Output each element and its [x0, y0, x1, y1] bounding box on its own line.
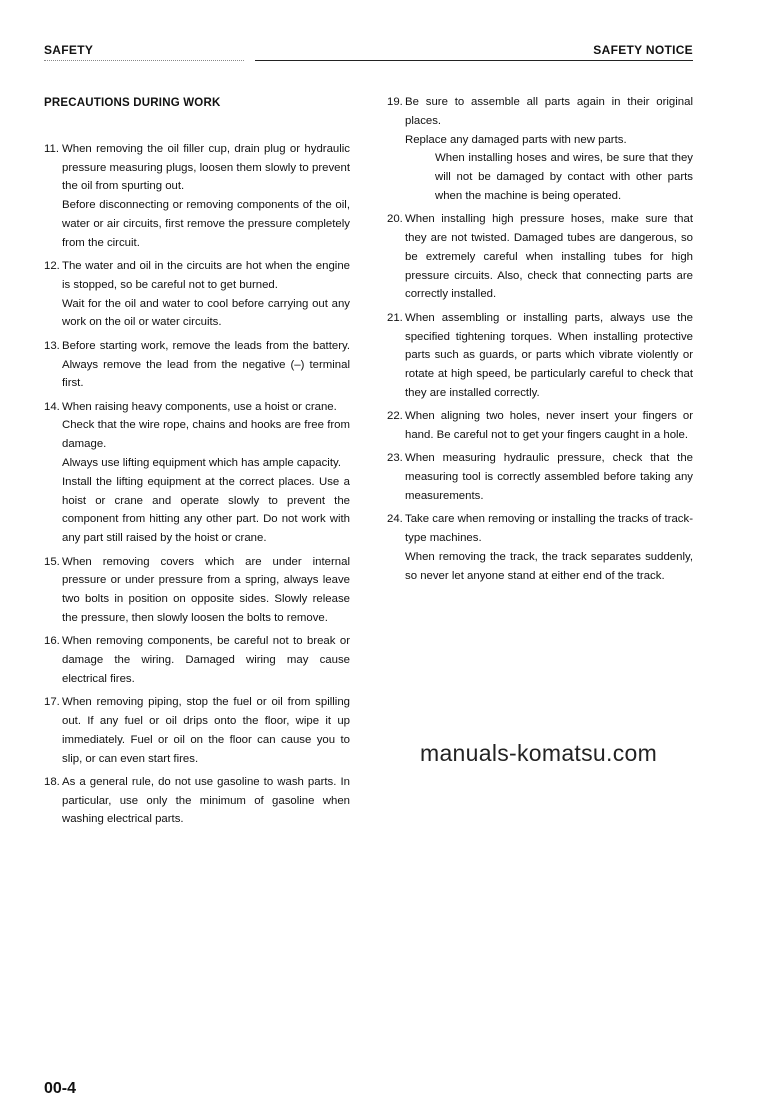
item-paragraph: Check that the wire rope, chains and hooks are free from damage.: [62, 419, 350, 451]
header-section: SAFETY: [44, 43, 94, 57]
precaution-item: [44, 337, 350, 393]
item-paragraph: Be sure to assemble all parts again in their original places.: [405, 96, 693, 127]
item-number: 17.: [44, 696, 60, 709]
precaution-item: [44, 773, 350, 829]
item-paragraph: When removing components, be careful not to break or damage the wiring. Damaged wiring may cause electrical fires.: [62, 635, 350, 685]
item-number: 11.: [44, 142, 59, 155]
item-paragraph: When assembling or installing parts, always use the specified tightening torques. When installing protective parts such as guards, or parts which vibrate violently or rotate at high speed, be particularly careful to check that they are installed correctly.: [405, 311, 693, 399]
item-paragraph: When removing the oil filler cup, drain plug or hydraulic pressure measuring plugs, loosen them slowly to prevent the oil from spurting out.: [62, 142, 350, 193]
item-number: 23.: [387, 452, 403, 465]
item-paragraph: When aligning two holes, never insert your fingers or hand. Be careful not to get your fingers caught in a hole.: [405, 410, 693, 442]
item-paragraph: The water and oil in the circuits are hot when the engine is stopped, so be careful not to get burned.: [62, 260, 350, 291]
item-number: 20.: [387, 213, 403, 226]
item-paragraph: When removing covers which are under internal pressure or under pressure from a spring, always leave two bolts in position on opposite sides. Slowly release the pressure, then slowly loosen the bolts to remove.: [62, 555, 350, 624]
item-paragraph: Before starting work, remove the leads from the battery. Always remove the lead from the negative (–) terminal first.: [62, 339, 350, 390]
precaution-item: [44, 553, 350, 628]
precaution-item: [44, 257, 350, 332]
item-paragraph: Take care when removing or installing the tracks of track-type machines.: [405, 513, 693, 545]
item-number: 19.: [387, 96, 403, 108]
item-paragraph: When removing the track, the track separates suddenly, so never let anyone stand at either end of the track.: [405, 550, 693, 582]
item-number: 21.: [387, 311, 403, 324]
left-items: [44, 140, 350, 829]
item-number: 13.: [44, 339, 60, 352]
item-paragraph: Always use lifting equipment which has ample capacity.: [62, 457, 341, 470]
item-number: 18.: [44, 775, 60, 788]
item-number: 14.: [44, 400, 60, 413]
item-number: 15.: [44, 555, 60, 568]
precaution-item: [44, 632, 350, 688]
precaution-item: [44, 140, 350, 253]
watermark: manuals-komatsu.com: [420, 740, 658, 766]
precaution-item: [387, 309, 693, 403]
item-number: 16.: [44, 635, 60, 648]
item-paragraph: When raising heavy components, use a hoist or crane.: [62, 400, 337, 413]
item-number: 24.: [387, 513, 403, 526]
right-column: [387, 93, 693, 590]
precaution-item: [387, 407, 693, 445]
item-number: 12.: [44, 260, 60, 273]
precaution-item: [387, 210, 693, 304]
header-rule: [255, 60, 693, 61]
precaution-item: [387, 510, 693, 585]
header-rule-dotted: [44, 60, 244, 62]
item-paragraph: Install the lifting equipment at the correct places. Use a hoist or crane and operate slowly to prevent the component from hitting any other part. Do not work with any part still raised by the hoist or crane.: [62, 475, 350, 545]
left-column: [44, 94, 350, 834]
section-title: PRECAUTIONS DURING WORK: [44, 97, 221, 109]
item-paragraph: Before disconnecting or removing components of the oil, water or air circuits, first remove the pressure completely from the circuit.: [62, 199, 350, 249]
page-number: 00-4: [44, 1080, 77, 1097]
item-paragraph: When measuring hydraulic pressure, check that the measuring tool is correctly assembled before taking any measurements.: [405, 452, 693, 502]
item-paragraph: As a general rule, do not use gasoline to wash parts. In particular, use only the minimum of gasoline when washing electrical parts.: [62, 775, 350, 826]
item-paragraph: Wait for the oil and water to cool before carrying out any work on the oil or water circuits.: [62, 297, 350, 329]
precaution-item: [44, 693, 350, 768]
precaution-item: [387, 449, 693, 505]
precaution-item: [387, 93, 693, 206]
item-paragraph: When removing piping, stop the fuel or oil from spilling out. If any fuel or oil drips onto the floor, wipe it up immediately. Fuel or oil on the floor can cause you to slip, or can even start fires.: [62, 696, 350, 765]
header-title: SAFETY NOTICE: [593, 43, 693, 57]
item-paragraph: Replace any damaged parts with new parts.: [405, 133, 627, 146]
precaution-item: [44, 398, 350, 548]
right-items: [387, 93, 693, 585]
item-note: When installing hoses and wires, be sure that they will not be damaged by contact with other parts when the machine is being operated.: [435, 152, 693, 202]
item-number: 22.: [387, 410, 403, 423]
item-paragraph: When installing high pressure hoses, make sure that they are not twisted. Damaged tubes are dangerous, so be extremely careful when installing tubes for high pressure circuits. Also, check that connecting parts are correctly installed.: [405, 213, 693, 301]
